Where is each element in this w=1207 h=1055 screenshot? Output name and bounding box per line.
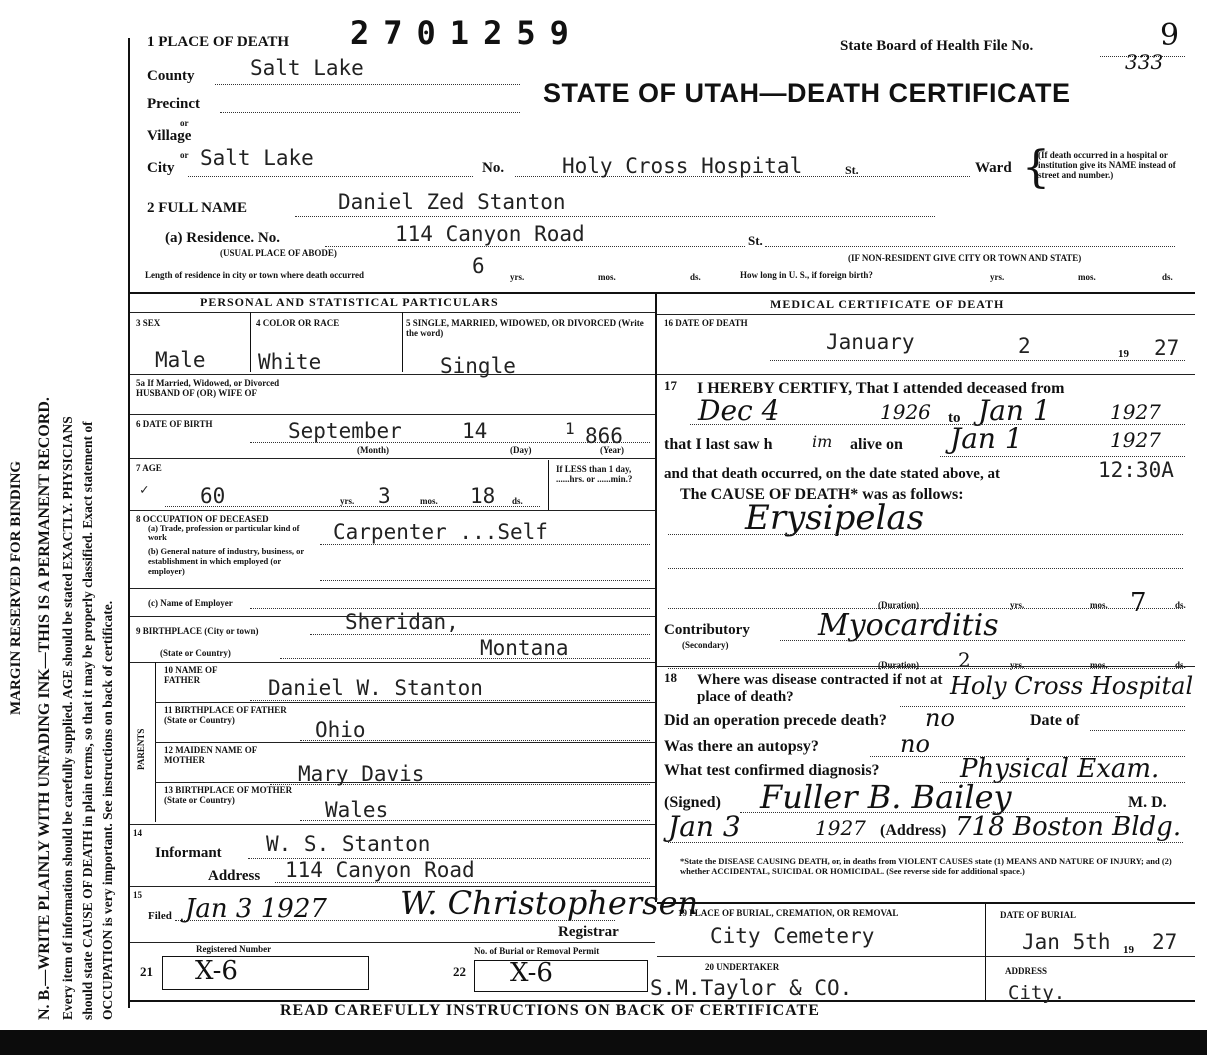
sex-value: Male <box>155 348 206 372</box>
street-no-label: No. <box>482 160 505 176</box>
physician-address: 718 Boston Bldg. <box>955 812 1182 842</box>
death-day: 2 <box>1018 334 1031 358</box>
contracted-place: Holy Cross Hospital <box>950 672 1194 700</box>
ink-notice: N. B.—WRITE PLAINLY WITH UNFADING INK—THIS IS A PERMANENT RECORD. <box>36 397 53 1020</box>
burial-permit-box <box>474 960 648 992</box>
medical-section-title: MEDICAL CERTIFICATE OF DEATH <box>770 297 1005 311</box>
file-number: 9 <box>1160 18 1180 53</box>
undertaker-address: City. <box>1008 982 1066 1004</box>
dob-year: 866 <box>585 424 623 448</box>
ward-label: Ward <box>975 160 1012 176</box>
marital-status-value: Single <box>440 354 516 378</box>
filed-label: Filed <box>148 910 172 922</box>
contributory-label: Contributory <box>664 622 750 638</box>
operation-value: no <box>925 704 955 732</box>
burial-permit-number: X-6 <box>510 958 553 988</box>
full-name-value: Daniel Zed Stanton <box>338 190 566 214</box>
registered-number-box <box>162 956 369 990</box>
full-name-label: 2 FULL NAME <box>147 200 248 216</box>
father-birthplace: Ohio <box>315 718 366 742</box>
signed-date: Jan 3 <box>668 810 741 843</box>
city-label: City <box>147 160 175 176</box>
instructions-line-1: Every item of information should be carefully supplied. AGE should be stated EXACTLY. PHYSICIANS <box>60 416 75 1020</box>
autopsy-value: no <box>900 730 930 758</box>
binding-margin-text: MARGIN RESERVED FOR BINDING <box>8 460 24 715</box>
registrar-label: Registrar <box>558 924 619 940</box>
informant-value: W. S. Stanton <box>266 832 431 856</box>
length-of-residence-label: Length of residence in city or town where death occurred <box>145 270 365 280</box>
attended-from-date: Dec 4 <box>698 394 780 427</box>
confirming-test: Physical Exam. <box>960 754 1160 784</box>
informant-address-label: Address <box>208 868 261 884</box>
residence-label: (a) Residence. No. <box>165 230 280 246</box>
filed-date: Jan 3 1927 <box>185 894 327 924</box>
attended-to-year: 1927 <box>1110 400 1161 424</box>
street-value: Holy Cross Hospital <box>562 154 803 178</box>
death-time: 12:30A <box>1098 458 1174 482</box>
informant-label: Informant <box>155 845 222 861</box>
death-month: January <box>826 330 915 354</box>
residence-value: 114 Canyon Road <box>395 222 585 246</box>
age-days: 18 <box>470 484 496 508</box>
cause-of-death-label: The CAUSE OF DEATH* was as follows: <box>680 486 964 503</box>
left-border <box>128 38 130 1008</box>
father-name: Daniel W. Stanton <box>268 676 483 700</box>
contracted-label: Where was disease contracted if not at place of death? <box>697 672 943 705</box>
occupation-value: Carpenter ...Self <box>333 520 548 544</box>
burial-date: Jan 5th <box>1022 930 1111 954</box>
dob-month: September <box>288 419 402 443</box>
personal-section-title: PERSONAL AND STATISTICAL PARTICULARS <box>200 295 499 309</box>
contributory-duration: 2 <box>958 648 971 672</box>
signed-year: 1927 <box>815 816 866 840</box>
ward-note: (If death occurred in a hospital or institution give its NAME instead of street and number.) <box>1038 150 1176 180</box>
city-value: Salt Lake <box>200 146 314 170</box>
village-label: Village <box>147 128 192 144</box>
instructions-line-2: should state CAUSE OF DEATH in plain terms, so that it may be properly classified. Exact statement of <box>80 421 95 1020</box>
registrar-signature: W. Christophersen <box>400 884 699 922</box>
place-of-death-label: 1 PLACE OF DEATH <box>147 34 290 50</box>
scan-edge <box>0 1030 1207 1055</box>
precinct-label: Precinct <box>147 96 201 112</box>
section-rule <box>130 292 1195 294</box>
contributory-cause: Myocarditis <box>818 608 999 643</box>
birthplace-city: Sheridan, <box>345 610 459 634</box>
death-year: 27 <box>1154 336 1180 360</box>
attended-to-date: Jan 1 <box>978 394 1051 427</box>
certificate-number: 2701259 <box>350 14 583 52</box>
last-seen-date: Jan 1 <box>950 422 1023 455</box>
less-than-day-label: If LESS than 1 day, ......hrs. or ......min.? <box>556 464 633 484</box>
file-number-secondary: 333 <box>1125 50 1164 74</box>
cause-of-death: Erysipelas <box>745 498 925 538</box>
birthplace-state: Montana <box>480 636 569 660</box>
informant-address: 114 Canyon Road <box>285 858 475 882</box>
cause-footnote: *State the DISEASE CAUSING DEATH, or, in deaths from VIOLENT CAUSES state (1) MEANS AND NATURE OF INJURY; and (2) whether ACCIDENTAL, SUICIDAL OR HOMICIDAL. (See reverse side for additional space.) <box>680 856 1172 876</box>
file-number-label: State Board of Health File No. <box>840 38 1034 54</box>
race-value: White <box>258 350 322 374</box>
age-years: 60 <box>200 484 226 508</box>
certificate-title: STATE OF UTAH—DEATH CERTIFICATE <box>543 78 1071 108</box>
spouse-label: 5a If Married, Widowed, or Divorced HUSBAND OF (OR) WIFE OF <box>136 378 280 398</box>
county-label: County <box>147 68 195 84</box>
instructions-line-3: OCCUPATION is very important. See instructions on back of certificate. <box>100 600 115 1020</box>
registered-number: X-6 <box>195 956 238 986</box>
dob-day: 14 <box>462 419 488 443</box>
undertaker-name: S.M.Taylor & CO. <box>650 976 853 1000</box>
mother-birthplace: Wales <box>325 798 389 822</box>
last-seen-year: 1927 <box>1110 428 1161 452</box>
length-of-residence-value: 6 <box>472 254 485 278</box>
cause-duration: 7 <box>1130 588 1147 618</box>
burial-year: 27 <box>1152 930 1178 954</box>
burial-place: City Cemetery <box>710 924 875 948</box>
center-divider <box>655 292 657 902</box>
certify-statement: I HEREBY CERTIFY, That I attended deceased from <box>697 380 1065 397</box>
footer-instructions: READ CAREFULLY INSTRUCTIONS ON BACK OF CERTIFICATE <box>280 1002 820 1019</box>
physician-signature: Fuller B. Bailey <box>760 778 1012 816</box>
attended-from-year: 1926 <box>880 400 931 424</box>
age-months: 3 <box>378 484 391 508</box>
parents-label: PARENTS <box>136 728 146 770</box>
mother-maiden-name: Mary Davis <box>298 762 425 786</box>
county-value: Salt Lake <box>250 56 364 80</box>
